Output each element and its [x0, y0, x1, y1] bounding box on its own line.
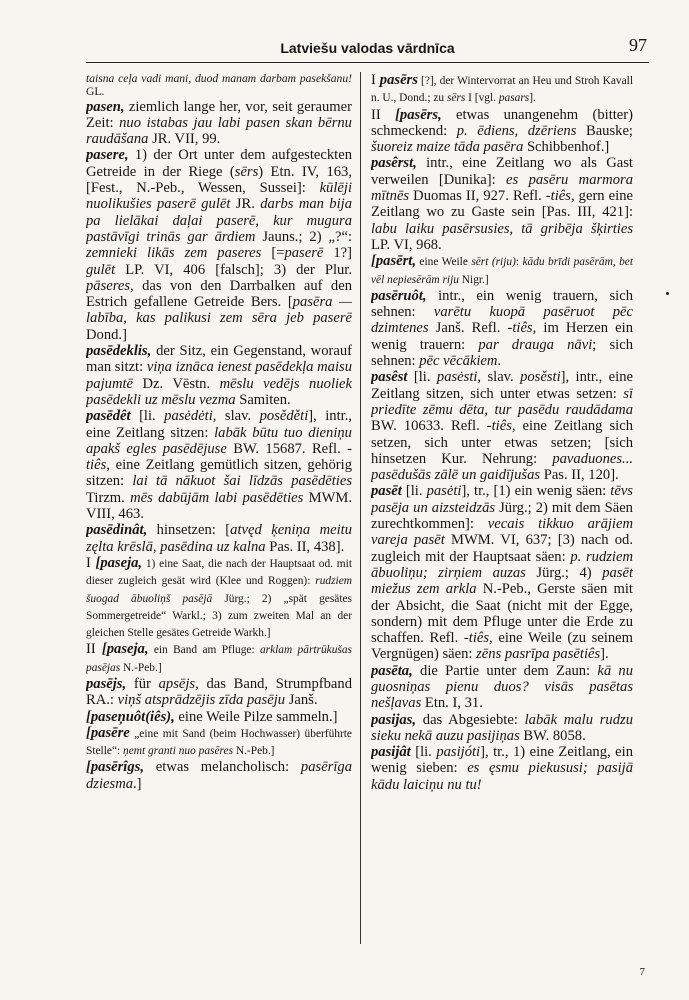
entry-text: sī priedīte zēmu dēta, tur pasēdu raudādama — [371, 385, 633, 418]
entry-text: 1?] — [323, 245, 352, 262]
entry-text: [li. — [410, 744, 437, 761]
entry-headword: [paseja, — [101, 641, 149, 658]
entry-text: slav. — [216, 408, 260, 425]
entry-text: ziemlich lange her, vor, seit geraumer Zeit: — [86, 98, 352, 131]
entry-text: sērs — [234, 163, 259, 180]
entry-headword: pasēt — [371, 483, 402, 500]
page-header — [86, 34, 649, 63]
left-column — [86, 72, 352, 950]
entry-text: das von den Darrbalken auf den Estrich gefallene Getreide Bers. [ — [86, 277, 352, 311]
entry-text: pēc vēcākiem — [419, 353, 498, 370]
entry-text: viņš atsprādzējis zīda pasēju — [117, 692, 286, 709]
entry-text: pasijóti — [436, 744, 481, 761]
entry-text: ]. — [529, 92, 536, 105]
entry-text: das Band, Strumpfband RA.: — [86, 675, 352, 709]
dictionary-entry — [86, 343, 352, 408]
dictionary-entry — [86, 408, 352, 522]
entry-text: [li. — [401, 483, 427, 500]
entry-text: eine Zeitlang gemütlich sitzen, gehörig sitzen: — [86, 457, 352, 490]
dictionary-entry — [86, 72, 352, 99]
entry-text: pasēt miežus zem arkla — [371, 564, 633, 598]
dictionary-entry — [371, 712, 633, 745]
entry-text: šuoreiz maize tāda pasēra — [371, 139, 524, 156]
entry-text: labāk malu rudzu sieku nekā auzu pasijiņas — [371, 711, 633, 744]
entry-text: ņemt granti nuo pasēres — [123, 745, 234, 758]
entry-text: [li. — [407, 369, 437, 386]
entry-text: vecais tikkuo arājiem vareja pasēt — [371, 516, 633, 549]
entry-text: BW. 15687. Refl. — [226, 440, 348, 457]
entry-text: JR. — [230, 196, 261, 213]
entry-text: posěděti — [259, 408, 309, 425]
entry-text: p. rudziem ābuoliņu; zirņiem auzas — [371, 548, 633, 581]
entry-text: ein Band am Pfluge: — [148, 644, 260, 657]
entry-text: kādu brīdi pasērām, bet vēl nepiesērām riju — [371, 256, 633, 286]
entry-text: JR. VII, 99. — [148, 131, 221, 148]
entry-text: BW. 10633. Refl. — [371, 418, 487, 435]
entry-text: Bauske; — [576, 122, 633, 139]
dictionary-entry — [371, 483, 633, 662]
entry-text: -tiês, — [463, 630, 493, 647]
entry-text: I — [371, 72, 380, 88]
entry-text: LP. VI, 968. — [371, 236, 442, 253]
entry-text: pasėsti, — [436, 369, 482, 386]
text-columns — [78, 72, 649, 950]
entry-headword: [pasēre — [86, 724, 130, 741]
entry-headword: pasêrst, — [371, 155, 417, 172]
entry-text: p. ēdiens, dzēriens — [456, 122, 577, 139]
entry-headword: pasere, — [86, 147, 129, 164]
entry-text: N.-Peb., Gerste säen mit der Absicht, die Saat (nicht mit der Egge, sondern) mit dem Pfluge unter die Erde zu schaffen. Refl. — [371, 581, 633, 647]
entry-text: arklam pārtrūkušas pasējas — [86, 644, 352, 674]
entry-text: N.-Peb.] — [120, 661, 162, 674]
entry-text: ], intr., eine Zeitlang sitzen: — [86, 408, 352, 441]
entry-text: mēslu vedējs nuoliek pasēdekli uz mēslu vezma — [86, 375, 352, 408]
entry-text: ], tr., 1) eine Zeitlang, ein wenig sieben: — [371, 744, 633, 777]
entry-text: die Partie unter dem Zaun: — [412, 662, 598, 679]
entry-text: par drauga nāvi — [478, 336, 593, 353]
dictionary-entry — [371, 253, 633, 288]
entry-text: Etn. I, 31. — [421, 695, 483, 712]
column-divider — [360, 72, 361, 944]
entry-text: Tirzm. — [86, 489, 131, 506]
entry-text: MWM. VI, 637; [3) nach od. zugleich mit der Hauptsaat säen: — [371, 532, 633, 565]
entry-text: -tiês, — [486, 418, 516, 435]
entry-text: -tiês, — [86, 440, 352, 474]
entry-text: der Sitz, ein Gegenstand, worauf man sitzt: — [86, 343, 352, 376]
entry-text: N.-Peb.] — [233, 745, 275, 758]
entry-text: gulēt — [86, 261, 116, 278]
entry-text: nuo istabas jau labi pasen skan bērnu raudāšana — [86, 114, 352, 148]
entry-text: labu laiku pasērsusies, tā gribēja šķirties — [371, 220, 633, 237]
entry-text: Jauns.; 2) „?“: — [255, 228, 352, 245]
dictionary-entry — [86, 641, 352, 676]
entry-text: ]. — [600, 646, 609, 663]
entry-text: pasėdėti, — [164, 408, 217, 425]
dictionary-entry — [371, 744, 633, 793]
dictionary-entry — [371, 288, 633, 369]
entry-headword: pasêst — [371, 369, 408, 386]
entry-headword: pasējs, — [86, 675, 127, 692]
entry-text: pavaduones... pasēdušās zālē un gaidījušas — [371, 450, 633, 484]
entry-text: ) Etn. IV, 163, [Fest., N.-Peb., Wessen, Sussei]: — [86, 163, 352, 197]
entry-text: BW. 8058. — [519, 727, 586, 744]
entry-headword: [pasērîgs, — [86, 759, 144, 776]
entry-headword: pasēdinât, — [86, 522, 148, 539]
running-title: Latviešu valodas vārdnīca — [280, 40, 455, 56]
entry-text: labāk būtu tuo dieniņu apakš egles pasēdējuse — [86, 424, 352, 457]
entry-text: Dz. Vēstn. — [133, 375, 220, 392]
entry-text: apsējs, — [158, 675, 199, 692]
dictionary-entry — [86, 522, 352, 555]
entry-text: 1) der Ort unter dem aufgesteckten Getreide in der Riege ( — [86, 147, 352, 180]
right-column — [371, 72, 633, 950]
entry-text: das Abgesiebte: — [416, 711, 525, 728]
entry-text: GL. — [86, 85, 105, 99]
entry-text: Jürg.; 2) mit dem Säen zurechtkommen]: — [371, 499, 633, 533]
entry-text: [li. — [130, 408, 165, 425]
entry-text: . — [497, 353, 502, 370]
entry-text: Samiten. — [235, 391, 291, 408]
entry-text: viņa iznāca ienest pasēdekļa maisu pajumtē — [86, 359, 352, 392]
entry-text: rudziem šuogad ābuoliņš pasējā — [86, 575, 352, 605]
entry-text: für — [126, 675, 159, 692]
entry-headword: pasēdeklis, — [86, 343, 152, 360]
dictionary-entry — [371, 369, 633, 483]
entry-text: ], intr., eine Zeitlang sitzen, sich unter etwas setzen: — [371, 369, 633, 402]
entry-text: intr., ein wenig trauern, sich sehnen: — [371, 287, 633, 321]
entry-text: eine Weile (zu seinem Vergnügen) säen: — [371, 630, 633, 663]
entry-text: hinsetzen: [ — [147, 522, 231, 539]
dictionary-entry — [86, 555, 352, 641]
entry-text: ], tr., [1) ein wenig säen: — [461, 483, 611, 500]
entry-text: : — [515, 256, 523, 269]
margin-dot — [666, 292, 669, 295]
entry-text: varētu kuopā pasēruot pēc dzimtenes — [371, 304, 633, 337]
entry-text: LP. VI, 406 [falsch]; 3) der Plur. — [115, 261, 352, 278]
entry-text: es pasēru marmora mītnēs — [371, 171, 633, 205]
entry-text: eine Zeitlang sich setzen, sich unter etwas setzen; [sich hinsetzen Kur. Nehrung: — [371, 418, 633, 467]
entry-text: Dond.] — [86, 326, 127, 343]
entry-text: I [vgl. — [465, 92, 499, 105]
dictionary-entry — [86, 709, 352, 725]
entry-text: darbs man bija pa lielākai daļai paserē, kur mugura pastāvīgi trinās gar ārdiem — [86, 196, 352, 245]
entry-text: atvęd ķeniņa meitu zęlta krēslā, pasēdina uz kalna — [86, 522, 352, 555]
entry-text: Pas. II, 120]. — [540, 467, 619, 484]
entry-text: kā nu guosniņas pienu duos? visās pasētas nešļavas — [371, 662, 633, 712]
entry-text: paserē — [284, 245, 324, 262]
signature-mark: 7 — [639, 966, 645, 978]
entry-text: intr., eine Zeitlang wo als Gast verweilen [Dunika]: — [371, 155, 633, 188]
entry-text: MWM. VIII, 463. — [86, 489, 352, 523]
entry-text: slav. — [481, 369, 521, 386]
entry-text: sērt (riju) — [471, 256, 516, 269]
entry-text: Pas. II, 438]. — [265, 538, 345, 555]
entry-text: II — [371, 106, 396, 123]
entry-text: pasēra — labība, kas palikusi zem sēra jeb paserē — [86, 294, 352, 327]
entry-text: Janš. — [285, 692, 318, 709]
entry-text: II — [86, 641, 102, 658]
entry-headword: [pasērs, — [395, 106, 442, 123]
entry-headword: pasijas, — [371, 711, 417, 728]
entry-text: -tiês, — [545, 188, 575, 205]
dictionary-entry — [86, 99, 352, 148]
entry-text: Jürg.; 2) „spät gesätes Sommergetreide“ Warkl.; 3) zum zweiten Mal an der gleichen Stelle gesätes Getreide Warkh.] — [86, 592, 352, 640]
entry-text: ; sich sehnen: — [371, 336, 633, 370]
dictionary-entry — [86, 147, 352, 343]
entry-text: .] — [133, 775, 142, 792]
entry-headword: pasēdêt — [86, 408, 131, 425]
entry-text: I — [86, 554, 96, 571]
entry-text: es ęsmu piekususi; pasijā kādu laiciņu nu tu! — [371, 760, 633, 793]
entry-text: mēs dabūjām labi pasēdēties — [130, 489, 304, 506]
dictionary-entry — [86, 676, 352, 709]
entry-text: Schibbenhof.] — [523, 139, 610, 156]
entry-headword: pasērs — [379, 72, 418, 88]
entry-text: taisna ceļa vadi mani, duod manam darbam pasekšanu! — [86, 72, 352, 85]
entry-text: „eine mit Sand (beim Hochwasser) überführte Stelle“: — [86, 727, 352, 758]
dictionary-entry — [371, 663, 633, 712]
entry-text: Janš. Refl. — [428, 320, 508, 337]
entry-headword: pasen, — [86, 98, 125, 115]
entry-text: sērs — [446, 92, 466, 105]
entry-text: -tiês, — [507, 320, 537, 337]
page-number: 97 — [629, 35, 647, 55]
entry-headword: [paseja, — [95, 554, 143, 571]
entry-text: Jürg.; 4) — [525, 564, 603, 581]
entry-headword: pasijât — [371, 744, 411, 761]
entry-text: zēns pasrīpa pasētiês — [476, 646, 601, 663]
entry-text: im Herzen ein wenig trauern: — [371, 320, 633, 353]
entry-text: gern eine Zeitlang wo zu Gaste sein [Pas. III, 421]: — [371, 188, 633, 221]
entry-text: [?], der Wintervorrat an Heu und Stroh Kavall n. U., Dond.; zu — [371, 75, 633, 105]
entry-text: posěsti — [520, 369, 561, 386]
entry-text: etwas melancholisch: — [143, 759, 301, 776]
entry-text: pasērīga dziesma — [86, 759, 352, 792]
dictionary-entry — [371, 107, 633, 156]
dictionary-entry — [371, 155, 633, 253]
entry-text: 1) eine Saat, die nach der Hauptsaat od. mit dieser zugleich gesät wird (Klee und Roggen): — [86, 557, 352, 588]
entry-text: zemnieki likās zem paseres — [86, 245, 262, 262]
entry-headword: pasēruôt, — [371, 287, 427, 304]
entry-headword: [paseņuôt(iês), — [86, 708, 175, 725]
entry-text: eine Weile Pilze sammeln.] — [174, 708, 338, 725]
entry-headword: pasēta, — [371, 662, 413, 679]
entry-text: tēvs pasēja un aizsteidzās — [371, 483, 633, 516]
entry-text: etwas unangenehm (bitter) schmeckend: — [371, 106, 633, 139]
entry-text: pasėti — [426, 483, 462, 500]
entry-text: eine Weile — [416, 256, 472, 269]
entry-text: Nigr.] — [458, 273, 489, 286]
entry-headword: [pasērt, — [371, 253, 416, 270]
dictionary-entry — [371, 72, 633, 107]
entry-text: Duomas II, 927. Refl. — [409, 188, 546, 205]
entry-text: lai tā nākuot šai līdzās pasēdēties — [132, 473, 352, 490]
entry-text: kūlēji nuolikušies paserē gulēt — [86, 180, 352, 213]
dictionary-entry — [86, 759, 352, 792]
entry-text: [= — [261, 245, 285, 262]
entry-text: pāseres, — [86, 277, 134, 294]
entry-text: pasars — [498, 92, 530, 105]
dictionary-entry — [86, 725, 352, 760]
